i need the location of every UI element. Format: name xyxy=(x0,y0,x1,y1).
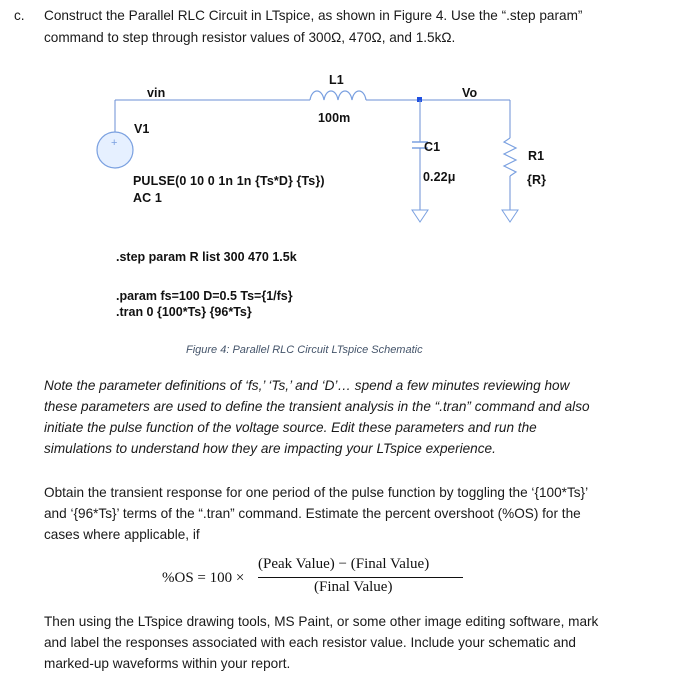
equation-fraction-bar xyxy=(258,577,463,578)
label-vin: vin xyxy=(147,86,166,100)
label-r1-value: {R} xyxy=(527,173,547,187)
label-source-ac: AC 1 xyxy=(133,191,162,205)
closing-line-2: and label the responses associated with each resistor value. Include your schematic and xyxy=(44,635,576,650)
obtain-line-2: and ‘{96*Ts}’ terms of the “.tran” command. Estimate the percent overshoot (%OS) for the xyxy=(44,506,581,521)
inductor-l1 xyxy=(310,91,366,100)
equation-numerator: (Peak Value) − (Final Value) xyxy=(258,556,430,572)
obtain-line-3: cases where applicable, if xyxy=(44,527,200,542)
equation-lhs: %OS = 100 × xyxy=(162,570,245,586)
closing-line-1: Then using the LTspice drawing tools, MS Paint, or some other image editing software, mark xyxy=(44,614,599,629)
schematic-drawing xyxy=(90,70,560,270)
section-marker: c. xyxy=(14,8,25,23)
section-line-1: Construct the Parallel RLC Circuit in LTspice, as shown in Figure 4. Use the “.step param” xyxy=(44,8,583,23)
label-source-pulse: PULSE(0 10 0 1n 1n {Ts*D} {Ts}) xyxy=(133,174,325,188)
figure-caption: Figure 4: Parallel RLC Circuit LTspice Schematic xyxy=(186,344,423,356)
obtain-line-1: Obtain the transient response for one period of the pulse function by toggling the ‘{100*Ts}’ xyxy=(44,485,589,500)
source-plus-sign: + xyxy=(111,137,118,149)
equation-denominator: (Final Value) xyxy=(314,579,393,595)
section-line-2: command to step through resistor values of 300Ω, 470Ω, and 1.5kΩ. xyxy=(44,30,456,45)
label-r1: R1 xyxy=(528,149,545,163)
ground-icon-c1 xyxy=(412,210,428,222)
note-line-4: simulations to understand how they are impacting your LTspice experience. xyxy=(44,441,496,456)
tran-directive: .tran 0 {100*Ts} {96*Ts} xyxy=(116,305,252,319)
label-l1: L1 xyxy=(329,73,344,87)
schematic xyxy=(90,70,560,340)
label-v1: V1 xyxy=(134,122,150,136)
label-c1: C1 xyxy=(424,140,441,154)
note-line-1: Note the parameter definitions of ‘fs,’ ‘Ts,’ and ‘D’… spend a few minutes reviewing how xyxy=(44,378,570,393)
resistor-r1 xyxy=(504,138,516,176)
note-line-2: these parameters are used to define the transient analysis in the “.tran” command and also xyxy=(44,399,590,414)
label-vo: Vo xyxy=(462,86,478,100)
step-directive: .step param R list 300 470 1.5k xyxy=(116,250,297,264)
closing-line-3: marked-up waveforms within your report. xyxy=(44,656,291,671)
label-c1-value: 0.22μ xyxy=(423,170,456,184)
label-l1-value: 100m xyxy=(318,111,351,125)
param-directive: .param fs=100 D=0.5 Ts={1/fs} xyxy=(116,289,293,303)
note-line-3: initiate the pulse function of the voltage source. Edit these parameters and run the xyxy=(44,420,537,435)
ground-icon-r1 xyxy=(502,210,518,222)
